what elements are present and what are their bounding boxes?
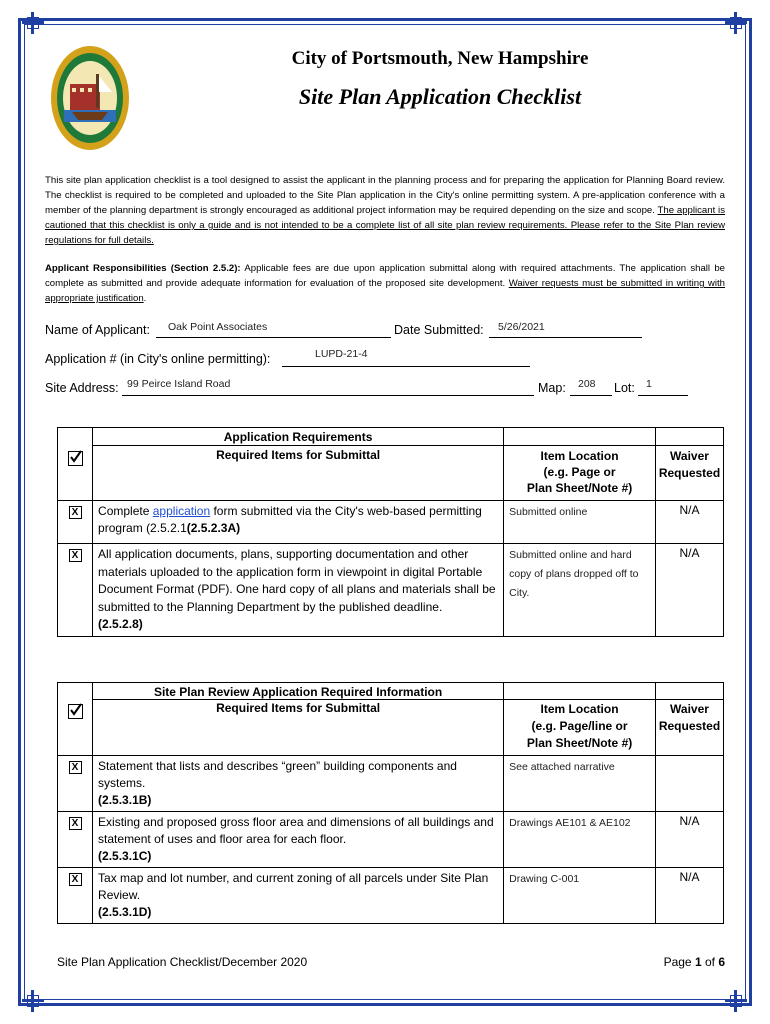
table-row bbox=[58, 501, 724, 544]
lot-field[interactable]: 1 bbox=[646, 378, 652, 390]
applicant-field[interactable]: Oak Point Associates bbox=[168, 321, 268, 333]
responsibilities-text: Applicable fees are due upon application submittal along with required attachments. The application shall be complete as submitted and provide adequate information for evaluation of the proposed site development. bbox=[45, 263, 725, 289]
table-row bbox=[58, 756, 724, 812]
responsibilities-paragraph: Applicant Responsibilities (Section 2.5.2): Applicable fees are due upon application submittal along with required attachments. The application shall be complete as submitted and provide adequate information for evaluation of the proposed site development. Waiver requests must be submitted in writing with appropriate justification. bbox=[45, 263, 725, 304]
waiver-value[interactable] bbox=[656, 756, 724, 812]
table-header-row bbox=[58, 428, 724, 501]
map-line bbox=[570, 395, 612, 396]
table-row bbox=[58, 868, 724, 924]
item-location[interactable]: Drawing C-001 bbox=[504, 868, 656, 924]
application-link[interactable]: application bbox=[152, 504, 211, 518]
app-number-label: Application # (in City's online permitting): bbox=[45, 352, 271, 366]
waiver-note: Waiver requests must be submitted in writing with appropriate justification bbox=[45, 278, 725, 304]
city-title: City of Portsmouth, New Hampshire bbox=[291, 48, 589, 69]
corner-ornament bbox=[22, 990, 44, 1012]
lot-label: Lot: bbox=[614, 381, 635, 395]
waiver-value[interactable]: N/A bbox=[656, 544, 724, 637]
table-title: Site Plan Review Application Required Information bbox=[153, 685, 443, 699]
footer-title: Site Plan Application Checklist/December 2020 bbox=[57, 955, 308, 969]
application-requirements-table bbox=[57, 427, 724, 637]
app-number-line bbox=[282, 366, 530, 367]
item-checkbox[interactable]: X bbox=[69, 761, 82, 774]
table-title: Application Requirements bbox=[223, 430, 373, 444]
item-description: Tax map and lot number, and current zoning of all parcels under Site Plan Review. (2.5.3.1D) bbox=[93, 868, 504, 924]
intro-text: This site plan application checklist is a tool designed to assist the applicant in the planning process and for preparing the application for Planning Board review. The checklist is required to be completed and uploaded to the Site Plan application in the City's online permitting system. A pre-application conference with a member of the planning department is strongly encouraged as additional project information may be required depending on the size and scope. bbox=[45, 175, 725, 216]
applicant-line bbox=[156, 337, 391, 338]
map-field[interactable]: 208 bbox=[578, 378, 596, 390]
column-header-waiver: Waiver Requested bbox=[656, 445, 723, 500]
waiver-value[interactable]: N/A bbox=[656, 501, 724, 544]
map-label: Map: bbox=[538, 381, 566, 395]
waiver-value[interactable]: N/A bbox=[656, 812, 724, 868]
item-location[interactable]: Drawings AE101 & AE102 bbox=[504, 812, 656, 868]
column-header-items: Required Items for Submittal bbox=[93, 445, 503, 488]
table-row bbox=[58, 812, 724, 868]
table-row bbox=[58, 544, 724, 637]
document-title: Site Plan Application Checklist bbox=[298, 84, 582, 109]
page-number: Page 1 of 6 bbox=[663, 955, 725, 969]
corner-ornament bbox=[725, 12, 747, 34]
item-description: Statement that lists and describes “green” building components and systems. (2.5.3.1B) bbox=[93, 756, 504, 812]
item-checkbox[interactable]: X bbox=[69, 506, 82, 519]
lot-line bbox=[638, 395, 688, 396]
corner-ornament bbox=[22, 12, 44, 34]
intro-caution: The applicant is cautioned that this checklist is only a guide and is not intended to be a complete list of all site plan review requirements. Please refer to the Site Plan review regulations for full details. bbox=[45, 205, 725, 246]
app-number-field[interactable]: LUPD-21-4 bbox=[315, 348, 368, 360]
item-checkbox[interactable]: X bbox=[69, 817, 82, 830]
item-location[interactable]: Submitted online bbox=[504, 501, 656, 544]
item-location[interactable]: Submitted online and hard copy of plans dropped off to City. bbox=[504, 544, 656, 637]
corner-ornament bbox=[725, 990, 747, 1012]
intro-paragraph bbox=[45, 173, 725, 248]
city-seal-logo bbox=[50, 44, 130, 152]
date-label: Date Submitted: bbox=[394, 323, 484, 337]
column-header-location: Item Location (e.g. Page/line or Plan Sheet/Note #) bbox=[504, 699, 655, 754]
address-field[interactable]: 99 Peirce Island Road bbox=[127, 378, 231, 390]
applicant-label: Name of Applicant: bbox=[45, 323, 150, 337]
address-label: Site Address: bbox=[45, 381, 119, 395]
item-checkbox[interactable]: X bbox=[69, 549, 82, 562]
table-header-row bbox=[58, 683, 724, 756]
column-header-location: Item Location (e.g. Page or Plan Sheet/Note #) bbox=[504, 445, 655, 498]
responsibilities-label: Applicant Responsibilities (Section 2.5.2): bbox=[45, 263, 241, 274]
date-field[interactable]: 5/26/2021 bbox=[498, 321, 545, 333]
waiver-value[interactable]: N/A bbox=[656, 868, 724, 924]
item-description: Existing and proposed gross floor area and dimensions of all buildings and statement of uses and floor area for each floor. (2.5.3.1C) bbox=[93, 812, 504, 868]
date-line bbox=[489, 337, 642, 338]
column-header-waiver: Waiver Requested bbox=[656, 699, 723, 755]
checkmark-icon bbox=[68, 451, 83, 466]
address-line bbox=[122, 395, 534, 396]
item-description: Complete application form submitted via the City's web-based permitting program (2.5.2.1(2.5.2.3A) bbox=[93, 501, 504, 544]
column-header-items: Required Items for Submittal bbox=[93, 699, 503, 753]
checkmark-icon bbox=[68, 704, 83, 719]
item-location[interactable]: See attached narrative bbox=[504, 756, 656, 812]
item-description: All application documents, plans, supporting documentation and other materials uploaded to the application form in viewpoint in digital Portable Document Format (PDF). One hard copy of all plans and materials shall be submitted to the Planning Department by the published deadline. (2.5.2.8) bbox=[93, 544, 504, 637]
site-plan-info-table bbox=[57, 682, 724, 924]
item-checkbox[interactable]: X bbox=[69, 873, 82, 886]
